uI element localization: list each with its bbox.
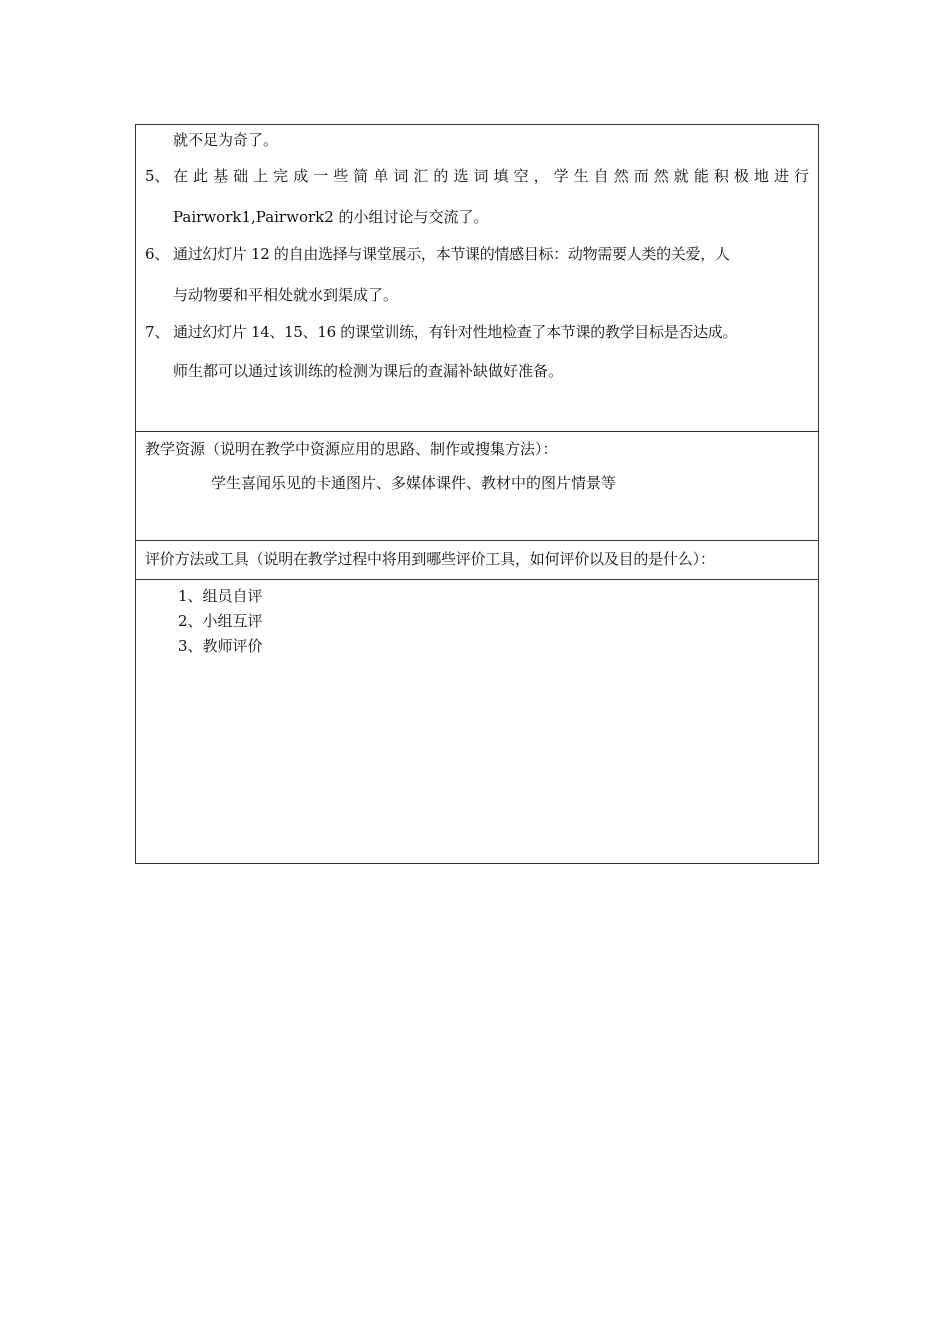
teaching-resources-cell	[136, 432, 818, 541]
item-6-line-1: 通过幻灯片 12 的自由选择与课堂展示，本节课的情感目标：动物需要人类的关爱，人	[173, 245, 730, 263]
item-7-line-2: 师生都可以通过该训练的检测为课后的查漏补缺做好准备。	[173, 362, 564, 380]
evaluation-item: 3、教师评价	[178, 637, 263, 655]
item-6-line-2: 与动物要和平相处就水到渠成了。	[173, 286, 399, 304]
item-7-line-1: 通过幻灯片 14、15、16 的课堂训练，有针对性地检查了本节课的教学目标是否达成。	[173, 323, 738, 341]
evaluation-heading: 评价方法或工具（说明在教学过程中将用到哪些评价工具，如何评价以及目的是什么）：	[145, 550, 715, 568]
evaluation-item: 1、组员自评	[178, 587, 263, 605]
item-7-number: 7、	[145, 323, 170, 341]
evaluation-heading-cell	[136, 541, 818, 580]
evaluation-list-cell	[136, 580, 818, 863]
item-5-line-2: Pairwork1,Pairwork2 的小组讨论与交流了。	[173, 208, 489, 226]
evaluation-item: 2、小组互评	[178, 612, 263, 630]
item-6-number: 6、	[145, 245, 170, 263]
teaching-process-cell	[136, 125, 818, 432]
resources-heading: 教学资源（说明在教学中资源应用的思路、制作或搜集方法）：	[145, 440, 558, 458]
item-5-number: 5、	[145, 167, 170, 185]
item-5-line-1: 在此基础上完成一些简单词汇的选词填空，学生自然而然就能积极地进行	[173, 167, 809, 185]
lesson-plan-table	[135, 124, 819, 864]
resources-content: 学生喜闻乐见的卡通图片、多媒体课件、教材中的图片情景等	[211, 474, 617, 492]
process-continuation-text: 就不足为奇了。	[173, 131, 279, 149]
